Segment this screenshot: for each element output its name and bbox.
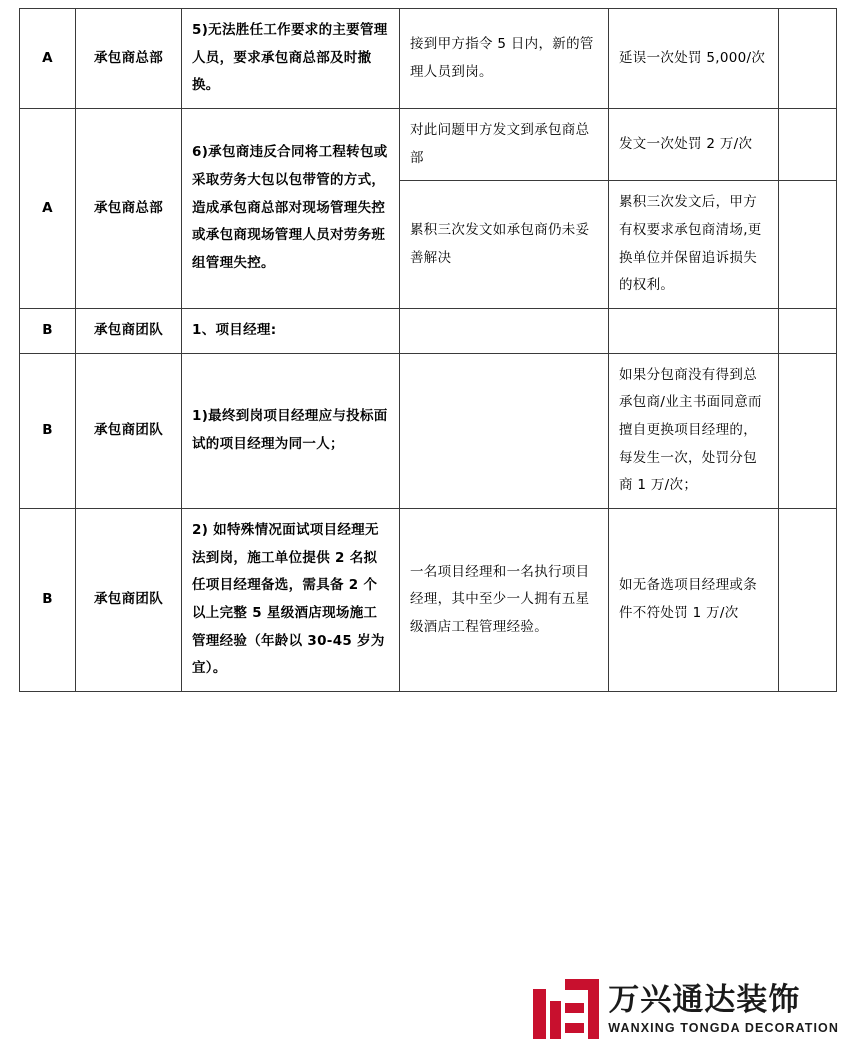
cell-remark [779, 353, 837, 508]
table-row [20, 353, 837, 508]
cell-party: 承包商总部 [76, 9, 182, 109]
cell-action [400, 309, 609, 354]
company-logo-icon [533, 979, 599, 1039]
cell-requirement: 5)无法胜任工作要求的主要管理人员，要求承包商总部及时撤换。 [182, 9, 400, 109]
cell-penalty: 延误一次处罚 5,000/次 [609, 9, 779, 109]
cell-action: 接到甲方指令 5 日内，新的管理人员到岗。 [400, 9, 609, 109]
cell-requirement: 2) 如特殊情况面试项目经理无法到岗，施工单位提供 2 名拟任项目经理备选，需具备 2 个以上完整 5 星级酒店现场施工管理经验（年龄以 30-45 岁为宜）。 [182, 509, 400, 692]
cell-penalty: 如无备选项目经理或条件不符处罚 1 万/次 [609, 509, 779, 692]
cell-remark [779, 9, 837, 109]
company-name-en: WANXING TONGDA DECORATION [608, 1020, 839, 1035]
cell-penalty: 如果分包商没有得到总承包商/业主书面同意而擅自更换项目经理的，每发生一次，处罚分包商 1 万/次； [609, 353, 779, 508]
cell-action [400, 353, 609, 508]
cell-party: 承包商团队 [76, 309, 182, 354]
cell-party: 承包商团队 [76, 353, 182, 508]
table-row [20, 309, 837, 354]
cell-penalty: 发文一次处罚 2 万/次 [609, 109, 779, 181]
cell-party: 承包商总部 [76, 109, 182, 309]
cell-remark [779, 309, 837, 354]
cell-requirement: 1)最终到岗项目经理应与投标面试的项目经理为同一人； [182, 353, 400, 508]
cell-level: A [20, 9, 76, 109]
company-name-cn: 万兴通达装饰 [608, 982, 801, 1019]
cell-action: 累积三次发文如承包商仍未妥善解决 [400, 181, 609, 309]
table-row [20, 9, 837, 109]
cell-remark [779, 181, 837, 309]
cell-action: 对此问题甲方发文到承包商总部 [400, 109, 609, 181]
company-watermark [533, 973, 839, 1045]
document-page [0, 8, 855, 1053]
cell-party: 承包商团队 [76, 509, 182, 692]
cell-level: B [20, 309, 76, 354]
cell-penalty [609, 309, 779, 354]
table-body [20, 9, 837, 692]
cell-requirement: 6)承包商违反合同将工程转包或采取劳务大包以包带管的方式，造成承包商总部对现场管理失控或承包商现场管理人员对劳务班组管理失控。 [182, 109, 400, 309]
contract-penalty-table [19, 8, 837, 692]
cell-level: B [20, 509, 76, 692]
cell-level: B [20, 353, 76, 508]
cell-penalty: 累积三次发文后，甲方有权要求承包商清场,更换单位并保留追诉损失的权利。 [609, 181, 779, 309]
cell-remark [779, 509, 837, 692]
company-name-block [608, 983, 839, 1034]
table-row [20, 109, 837, 181]
table-row [20, 509, 837, 692]
cell-level: A [20, 109, 76, 309]
cell-requirement: 1、项目经理: [182, 309, 400, 354]
cell-remark [779, 109, 837, 181]
cell-action: 一名项目经理和一名执行项目经理，其中至少一人拥有五星级酒店工程管理经验。 [400, 509, 609, 692]
